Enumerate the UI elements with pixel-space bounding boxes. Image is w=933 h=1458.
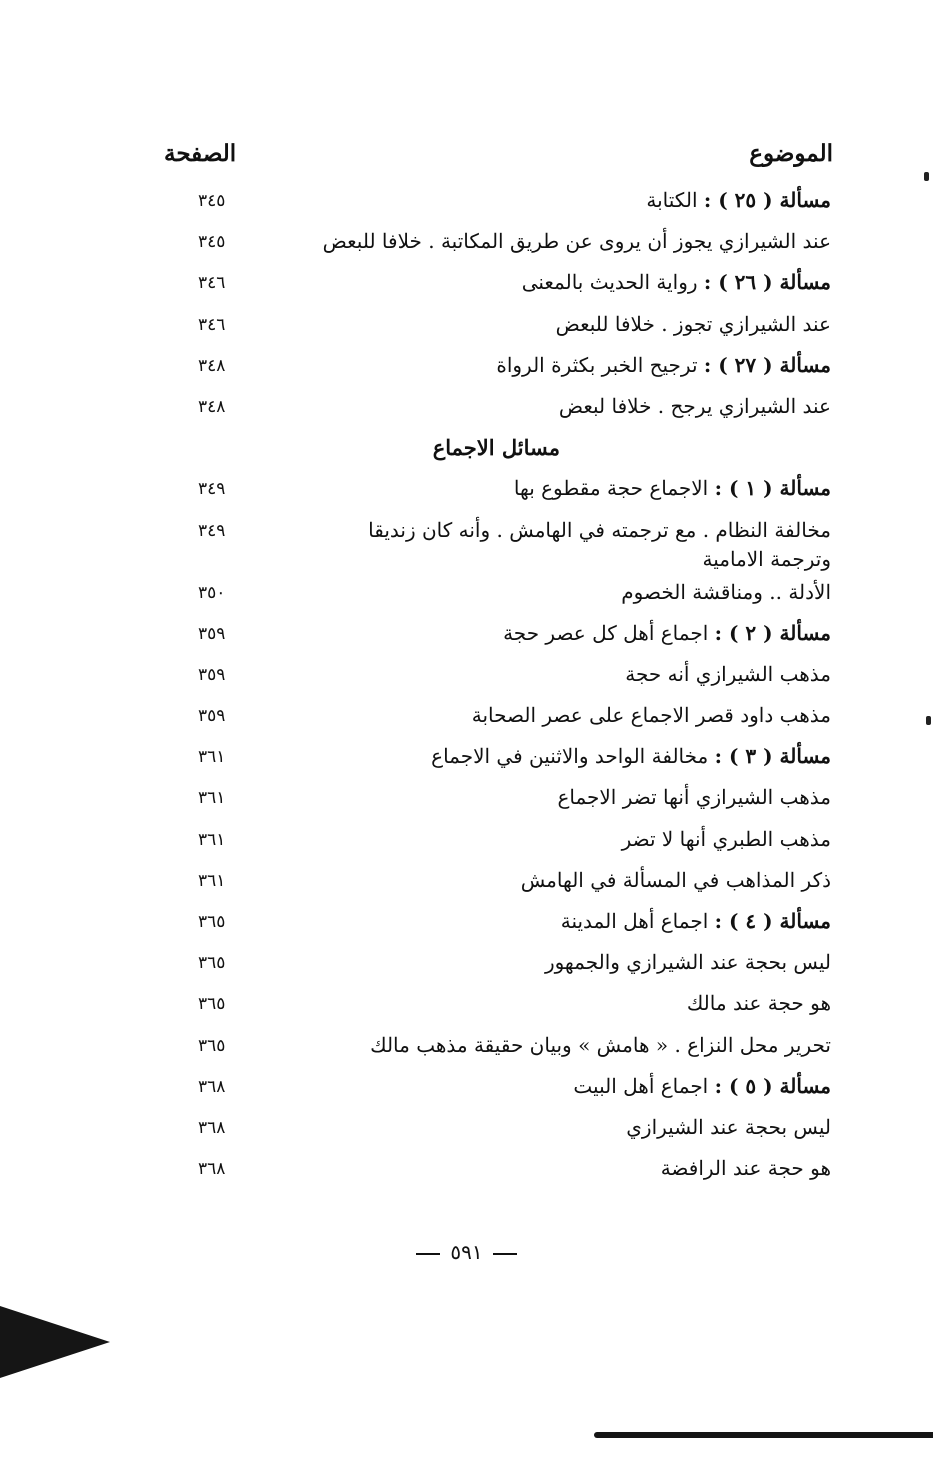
- index-row: [0, 619, 933, 660]
- index-row: [0, 474, 933, 515]
- entry-text: عند الشيرازي تجوز . خلافا للبعض: [555, 311, 831, 336]
- entry-topic: [311, 783, 831, 812]
- index-row: [0, 1031, 933, 1072]
- index-row: [0, 948, 933, 989]
- issue-label: مسألة ( ٥ ) :: [714, 1073, 831, 1098]
- entry-text: تحرير محل النزاع . « هامش » وبيان حقيقة مذهب مالك: [370, 1032, 831, 1057]
- entry-topic: [311, 351, 831, 380]
- entry-topic: [311, 186, 831, 215]
- index-row: [0, 1113, 933, 1154]
- entry-topic: [311, 907, 831, 936]
- index-row: [0, 701, 933, 742]
- index-row: [0, 866, 933, 907]
- entry-topic: [311, 268, 831, 297]
- scan-corner-mark: [0, 1306, 110, 1378]
- entry-topic: [311, 866, 831, 895]
- entry-page-number: ٣٦١: [198, 829, 226, 850]
- index-row: [0, 825, 933, 866]
- entry-page-number: ٣٦١: [198, 747, 226, 768]
- index-row: [0, 1154, 933, 1195]
- entry-topic: [311, 948, 831, 977]
- index-row: [0, 989, 933, 1030]
- entry-page-number: ٣٦٥: [198, 912, 226, 932]
- entry-page-number: ٣٦١: [198, 788, 226, 809]
- entry-page-number: ٣٤٥: [198, 232, 226, 253]
- entry-topic: [311, 1154, 831, 1183]
- entry-topic: [311, 989, 831, 1018]
- folio-dash-left: [493, 1253, 517, 1255]
- entry-text: ليس بحجة عند الشيرازي والجمهور: [544, 950, 831, 975]
- entry-topic: [311, 310, 831, 339]
- index-row: [0, 660, 933, 701]
- index-row: [0, 392, 933, 433]
- issue-label: مسألة ( ٢٧ ) :: [703, 352, 831, 377]
- issue-label: مسألة ( ٢ ) :: [714, 620, 831, 645]
- entry-page-number: ٣٤٨: [198, 396, 226, 417]
- scan-edge-line: [594, 1432, 933, 1438]
- issue-label: مسألة ( ٣ ) :: [714, 744, 831, 769]
- entry-text: اجماع أهل كل عصر حجة: [503, 620, 709, 645]
- entry-topic: [311, 742, 831, 771]
- index-row: [0, 227, 933, 268]
- page-column-header: الصفحة: [164, 140, 237, 167]
- entry-page-number: ٣٤٦: [198, 273, 226, 294]
- issue-label: مسألة ( ٢٦ ) :: [703, 270, 831, 295]
- index-row: [0, 516, 933, 578]
- entry-text: ذكر المذاهب في المسألة في الهامش: [520, 867, 831, 892]
- entry-page-number: ٣٥٩: [198, 664, 226, 685]
- index-row: [0, 1072, 933, 1113]
- entry-topic: [311, 1072, 831, 1101]
- entry-topic: [311, 1113, 831, 1142]
- entry-text: الأدلة .. ومناقشة الخصوم: [621, 579, 831, 604]
- entry-topic: [311, 516, 831, 574]
- index-row: [0, 310, 933, 351]
- index-row: [0, 186, 933, 227]
- entry-text: مذهب داود قصر الاجماع على عصر الصحابة: [471, 703, 831, 728]
- index-entries: [0, 186, 933, 1195]
- index-row: [0, 907, 933, 948]
- entry-page-number: ٣٤٩: [198, 479, 226, 500]
- entry-topic: [311, 227, 831, 256]
- entry-page-number: ٣٦٥: [198, 994, 226, 1015]
- entry-page-number: ٣٦٨: [198, 1117, 226, 1138]
- issue-label: مسألة ( ٤ ) :: [714, 909, 831, 933]
- index-row: [0, 268, 933, 309]
- entry-text: مذهب الشيرازي أنها تضر الاجماع: [557, 785, 831, 810]
- entry-topic: [311, 660, 831, 689]
- scan-edge-dot: [924, 172, 929, 181]
- entry-page-number: ٣٤٥: [198, 191, 226, 211]
- entry-text: ليس بحجة عند الشيرازي: [626, 1114, 831, 1139]
- folio-dash-right: [416, 1253, 440, 1255]
- entry-page-number: ٣٥٠: [198, 582, 226, 603]
- entry-page-number: ٣٤٩: [198, 520, 226, 541]
- entry-text: مذهب الطبري أنها لا تضر: [621, 826, 831, 851]
- entry-text: الاجماع حجة مقطوع بها: [513, 476, 709, 501]
- index-row: [0, 351, 933, 392]
- entry-page-number: ٣٤٨: [198, 355, 226, 376]
- entry-page-number: ٣٥٩: [198, 623, 226, 644]
- index-row: [0, 783, 933, 824]
- entry-page-number: ٣٥٩: [198, 706, 226, 727]
- scan-edge-dot: [926, 716, 931, 725]
- entry-page-number: ٣٦٨: [198, 1159, 226, 1180]
- entry-topic: [311, 392, 831, 421]
- entry-text: هو حجة عند مالك: [686, 991, 831, 1016]
- index-row: [0, 742, 933, 783]
- entry-page-number: ٣٦٥: [198, 1035, 226, 1056]
- entry-text: عند الشيرازي يرجح . خلافا لبعض: [558, 393, 831, 418]
- page-number-value: ٥٩١: [450, 1240, 483, 1264]
- issue-label: مسألة ( ١ ) :: [714, 476, 831, 501]
- page-number: [0, 1238, 933, 1266]
- section-heading: مسائل الاجماع: [432, 435, 560, 461]
- entry-text: اجماع أهل المدينة: [560, 909, 709, 933]
- entry-topic: [311, 701, 831, 730]
- entry-text: رواية الحديث بالمعنى: [521, 270, 698, 295]
- entry-text: مذهب الشيرازي أنه حجة: [625, 661, 831, 686]
- entry-topic: [311, 619, 831, 648]
- topic-column-header: الموضوع: [749, 140, 833, 167]
- entry-text: مخالفة الواحد والاثنين في الاجماع: [431, 744, 709, 769]
- entry-page-number: ٣٤٦: [198, 314, 226, 335]
- entry-topic: [311, 578, 831, 607]
- entry-text: مخالفة النظام . مع ترجمته في الهامش . وأنه كان زنديقا وترجمة الامامية: [368, 517, 831, 571]
- entry-text: ترجيح الخبر بكثرة الرواة: [496, 352, 698, 377]
- entry-text: الكتابة: [646, 188, 698, 212]
- entry-text: اجماع أهل البيت: [573, 1073, 709, 1098]
- entry-page-number: ٣٦٨: [198, 1076, 226, 1097]
- entry-topic: [311, 474, 831, 503]
- entry-page-number: ٣٦٥: [198, 953, 226, 974]
- entry-page-number: ٣٦١: [198, 870, 226, 891]
- entry-topic: [311, 1031, 831, 1060]
- issue-label: مسألة ( ٢٥ ) :: [703, 188, 831, 212]
- entry-text: هو حجة عند الرافضة: [660, 1156, 831, 1181]
- entry-topic: [311, 825, 831, 854]
- section-heading-row: [0, 433, 933, 474]
- index-row: [0, 578, 933, 619]
- entry-text: عند الشيرازي يجوز أن يروى عن طريق المكاتبة . خلافا للبعض: [322, 229, 831, 254]
